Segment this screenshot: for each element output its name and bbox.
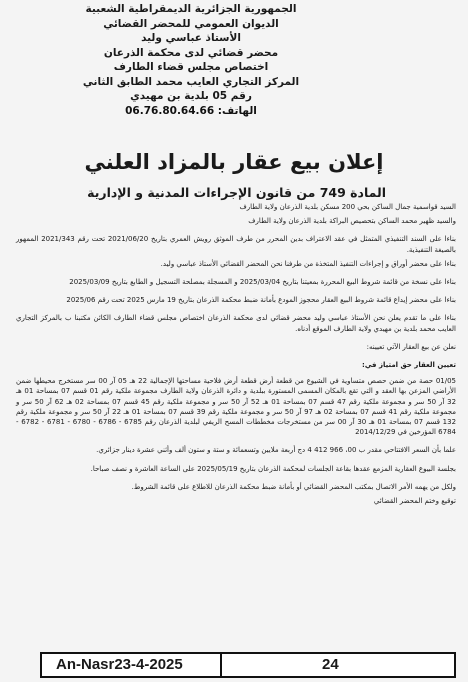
header-line: الجمهورية الجزائرية الديمقراطية الشعبية [85, 3, 297, 15]
announcement-paragraph: بناءا على ما تقدم يعلن نحن الأستاذ عباسي وليد محضر قضائي لدى محكمة الذرعان اختصاص مجلس قضاء الطارف الكائن مكتبنا ب بالمركز التجاري العايب محمد بلدية بن مهيدي ولاية الطارف الموقع أدناه. [16, 314, 456, 333]
page-number: 24 [322, 656, 339, 673]
procedures-paragraph: بناءا على محضر أوراق و إجراءات التنفيذ المتخذة من طرفنا نحن المحضر القضائي الأستاذ عباسي وليد. [160, 259, 456, 268]
property-description: 01/05 حصة من ضمن حصص متساوية في الشيوع من قطعة أرض قطعة أرض فلاحية مساحتها الإجمالية 22 هـ 05 آر 00 سر مستخرج محيطها ضمن الأراضي المزعن بها العقد و التي تقع بالمكان المسمى المستورة ببلدية و دائرة الذرعان ولاية الطارف مجموعة ملكية رقم 01 قسم 07 بمساحة 01 هـ 32 آر 50 سر و مجموعة ملكية رقم 47 قسم 07 بمساحة 01 هـ 52 آر 50 سر و مجموعة ملكية رقم 45 قسم 07 بمساحة 02 هـ 62 آر 50 سر و مجموعة ملكية رقم 41 قسم 07 بمساحة 02 هـ 97 آر 50 سر و مجموعة ملكية رقم 39 قسم 07 بمساحة 01 هـ 22 آر 50 سر و مجموعة ملكية رقم 132 قسم 07 بمساحة 01 هـ 30 آر 00 سر من مستخرجات مخططات المسح الريفي لبلدية الذرعان رقم 6785 - 6786 - 6780 - 6781 - 6782 - 6784 المؤرخين في 2014/12/29 [16, 377, 457, 437]
header-line: رقم 05 بلدية بن مهيدي [130, 90, 252, 102]
property-intro: نعلن عن بيع العقار الآتي تعيينه: [366, 342, 456, 351]
debtor-paragraph: والسيد ظهير محمد الساكن بتحصيص البراكة بلدية الذرعان ولاية الطارف [248, 217, 456, 226]
auction-session-paragraph: بجلسة البيوع العقارية المزمع عقدها بقاعة الجلسات لمحكمة الذرعان بتاريخ 2025/05/19 على الساعة العاشرة و نصف صباحا. [90, 464, 456, 473]
starting-price-paragraph: علما بأن السعر الافتتاحي مقدر ب 00، 966 412 4 دج أربعة ملايين وتسعمائة و ستة و ستون ألف وأثني عشرة دينار جزائري. [96, 446, 456, 455]
notice-title: إعلان بيع عقار بالمزاد العلني [84, 150, 384, 174]
header-line: محضر قضائي لدى محكمة الذرعان [103, 46, 279, 59]
header-phone: الهاتف: 06.76.80.64.66 [125, 104, 257, 117]
header-line: المركز التجاري العايب محمد الطابق الثاني [82, 75, 300, 88]
deposit-paragraph: بناءا على محضر إيداع قائمة شروط البيع العقار محجوز المودع بأمانة ضبط محكمة الذرعان بتاريخ 19 مارس 2025 تحت رقم 2025/06 [66, 296, 456, 305]
contact-paragraph: ولكل من يهمه الأمر الاتصال بمكتب المحضر القضائي أو بأمانة ضبط محكمة الذرعان للاطلاع على قائمة الشروط. [131, 482, 456, 491]
creditor-paragraph: السيد قواسمية جمال الساكن بحي 200 مسكن بلدية الذرعان ولاية الطارف [239, 203, 456, 211]
bailiff-office-header [26, 2, 356, 118]
newspaper-date: An-Nasr23-4-2025 [56, 656, 183, 673]
conditions-list-paragraph: بناءا على نسخة من قائمة شروط البيع المحررة بمعيتنا بتاريخ 2025/03/04 و المسجلة بمصلحة التسجيل و الطابع بتاريخ 2025/03/09 [69, 278, 456, 287]
header-line: الديوان العمومي للمحضر القضائي [103, 17, 279, 30]
property-heading: تعيين العقار حق امتياز في: [362, 361, 456, 370]
header-line: اختصاص مجلس قضاء الطارف [113, 61, 269, 73]
enforcement-title-paragraph: بناءا على السند التنفيذي المتمثل في عقد الاعتراف بدين المحرر من طرف الموثق رويش العمري بتاريخ 2021/06/20 تحت رقم 2021/343 الممهور بالصيغة التنفيذية. [16, 235, 456, 254]
header-line: الأستاذ عباسي وليد [141, 32, 241, 44]
legal-article: المادة 749 من قانون الإجراءات المدنية و الإدارية [87, 185, 386, 200]
notice-body [16, 202, 456, 510]
footer-divider [220, 654, 222, 676]
signature-line: توقيع وختم المحضر القضائي [373, 497, 456, 506]
page-footer [40, 652, 456, 678]
